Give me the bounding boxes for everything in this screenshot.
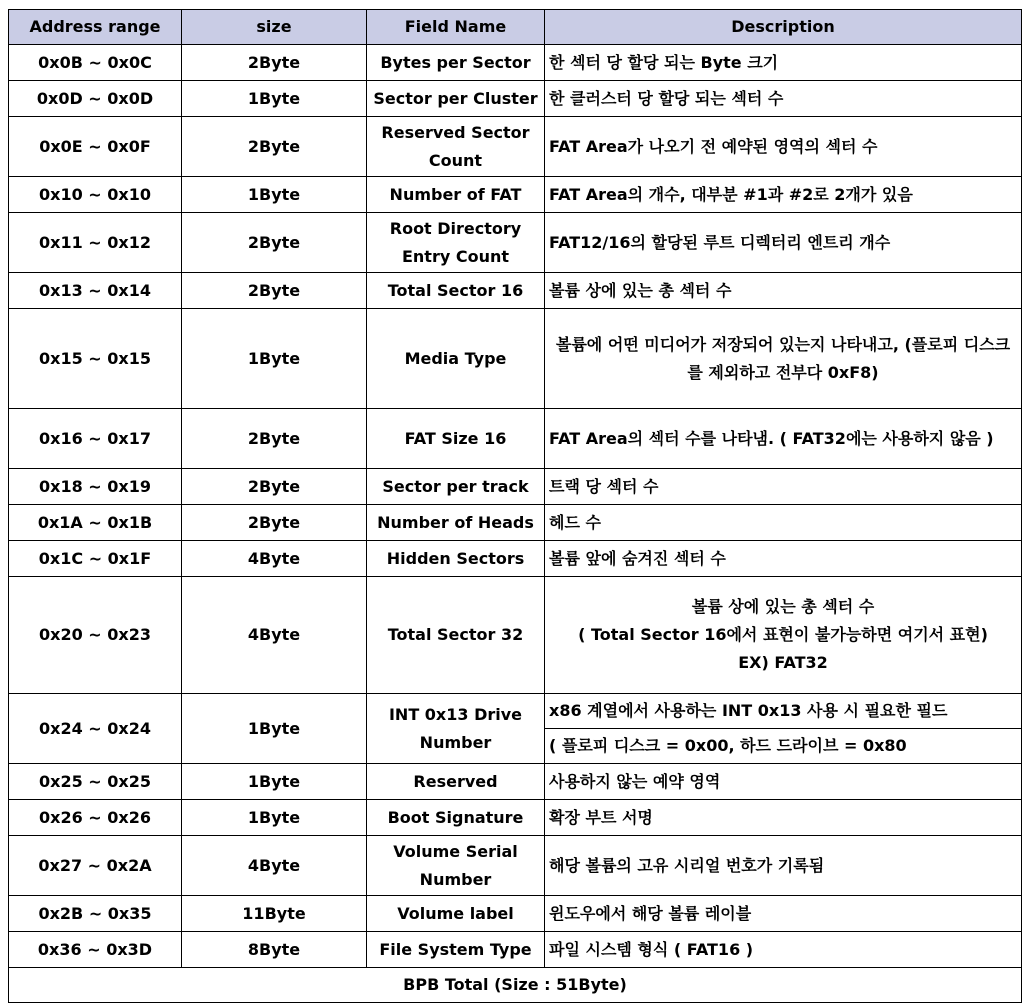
cell-description: 해당 볼륨의 고유 시리얼 번호가 기록됨 [545,836,1022,896]
table-row [9,409,1022,469]
cell-description: x86 계열에서 사용하는 INT 0x13 사용 시 필요한 필드 [545,694,1022,729]
table-row [9,45,1022,81]
cell-address: 0x16 ~ 0x17 [9,409,182,469]
cell-size: 2Byte [182,505,367,541]
cell-field-name: Boot Signature [367,800,545,836]
cell-field-name: Media Type [367,309,545,409]
cell-description: 볼륨 상에 있는 총 섹터 수 [545,273,1022,309]
cell-description: FAT Area의 섹터 수를 나타냄. ( FAT32에는 사용하지 않음 ) [545,409,1022,469]
cell-address: 0x11 ~ 0x12 [9,213,182,273]
cell-field-name: INT 0x13 Drive Number [367,694,545,764]
cell-field-name: Volume label [367,896,545,932]
description-line: 볼륨 상에 있는 총 섹터 수 [691,597,875,616]
table-row [9,177,1022,213]
cell-size: 11Byte [182,896,367,932]
table-row [9,469,1022,505]
cell-field-name: Bytes per Sector [367,45,545,81]
header-size: size [182,10,367,45]
cell-size: 2Byte [182,117,367,177]
cell-address: 0x20 ~ 0x23 [9,577,182,694]
cell-field-name: Number of Heads [367,505,545,541]
cell-address: 0x10 ~ 0x10 [9,177,182,213]
bpb-total: BPB Total (Size : 51Byte) [9,968,1022,1003]
cell-size: 1Byte [182,764,367,800]
table-row [9,932,1022,968]
description-line: ( Total Sector 16에서 표현이 불가능하면 여기서 표현) [578,625,988,644]
header-address-range: Address range [9,10,182,45]
cell-description: 확장 부트 서명 [545,800,1022,836]
cell-description: 사용하지 않는 예약 영역 [545,764,1022,800]
cell-description: ( 플로피 디스크 = 0x00, 하드 드라이브 = 0x80 [545,729,1022,764]
cell-size: 1Byte [182,177,367,213]
cell-address: 0x2B ~ 0x35 [9,896,182,932]
table-header [9,10,1022,45]
cell-field-name: Reserved [367,764,545,800]
cell-address: 0x1C ~ 0x1F [9,541,182,577]
cell-address: 0x24 ~ 0x24 [9,694,182,764]
cell-size: 1Byte [182,309,367,409]
cell-size: 2Byte [182,273,367,309]
header-description: Description [545,10,1022,45]
table-row [9,309,1022,409]
cell-field-name: FAT Size 16 [367,409,545,469]
cell-size: 2Byte [182,45,367,81]
cell-description: 한 클러스터 당 할당 되는 섹터 수 [545,81,1022,117]
table-row [9,896,1022,932]
cell-address: 0x0B ~ 0x0C [9,45,182,81]
cell-size: 2Byte [182,469,367,505]
cell-description: FAT12/16의 할당된 루트 디렉터리 엔트리 개수 [545,213,1022,273]
cell-field-name: Total Sector 16 [367,273,545,309]
cell-description: 볼륨에 어떤 미디어가 저장되어 있는지 나타내고, (플로피 디스크를 제외하고 전부다 0xF8) [545,309,1022,409]
cell-description: FAT Area의 개수, 대부분 #1과 #2로 2개가 있음 [545,177,1022,213]
cell-size: 4Byte [182,541,367,577]
cell-size: 8Byte [182,932,367,968]
cell-size: 1Byte [182,800,367,836]
cell-description: FAT Area가 나오기 전 예약된 영역의 섹터 수 [545,117,1022,177]
cell-description: 윈도우에서 해당 볼륨 레이블 [545,896,1022,932]
cell-description: 파일 시스템 형식 ( FAT16 ) [545,932,1022,968]
cell-field-name: Reserved Sector Count [367,117,545,177]
bpb-table [8,9,1022,1003]
table-row [9,694,1022,729]
header-field-name: Field Name [367,10,545,45]
cell-field-name: Volume Serial Number [367,836,545,896]
cell-field-name: File System Type [367,932,545,968]
cell-description: 볼륨 앞에 숨겨진 섹터 수 [545,541,1022,577]
description-line: EX) FAT32 [738,653,828,672]
table-row [9,505,1022,541]
table-row [9,577,1022,694]
cell-description: 한 섹터 당 할당 되는 Byte 크기 [545,45,1022,81]
cell-field-name: Root Directory Entry Count [367,213,545,273]
cell-address: 0x15 ~ 0x15 [9,309,182,409]
table-footer-row [9,968,1022,1003]
cell-size: 4Byte [182,577,367,694]
table-row [9,213,1022,273]
cell-address: 0x36 ~ 0x3D [9,932,182,968]
cell-field-name: Hidden Sectors [367,541,545,577]
cell-size: 2Byte [182,213,367,273]
cell-address: 0x13 ~ 0x14 [9,273,182,309]
cell-size: 1Byte [182,81,367,117]
cell-address: 0x18 ~ 0x19 [9,469,182,505]
cell-field-name: Total Sector 32 [367,577,545,694]
cell-address: 0x0E ~ 0x0F [9,117,182,177]
table-row [9,541,1022,577]
cell-address: 0x0D ~ 0x0D [9,81,182,117]
cell-description: 트랙 당 섹터 수 [545,469,1022,505]
cell-address: 0x26 ~ 0x26 [9,800,182,836]
table-row [9,117,1022,177]
table-row [9,800,1022,836]
cell-address: 0x25 ~ 0x25 [9,764,182,800]
cell-size: 2Byte [182,409,367,469]
table-row [9,836,1022,896]
cell-field-name: Sector per track [367,469,545,505]
cell-field-name: Number of FAT [367,177,545,213]
cell-field-name: Sector per Cluster [367,81,545,117]
cell-size: 1Byte [182,694,367,764]
cell-address: 0x1A ~ 0x1B [9,505,182,541]
cell-size: 4Byte [182,836,367,896]
table-row [9,81,1022,117]
table-row [9,273,1022,309]
cell-description [545,577,1022,694]
cell-address: 0x27 ~ 0x2A [9,836,182,896]
table-row [9,764,1022,800]
cell-description: 헤드 수 [545,505,1022,541]
